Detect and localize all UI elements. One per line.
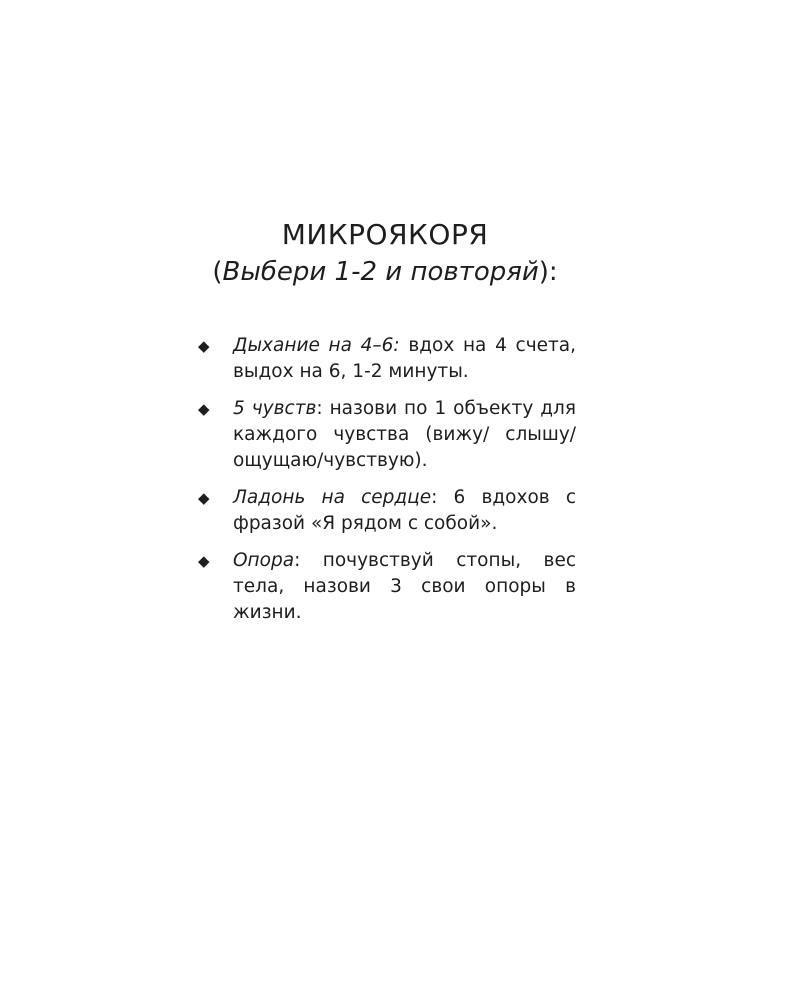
diamond-bullet-icon: ◆: [198, 337, 210, 355]
subtitle-open-paren: (: [212, 257, 223, 287]
diamond-bullet-icon: ◆: [198, 489, 210, 507]
item-text: : почувствуй стопы, вес тела, назови 3 свои опоры в жизни.: [233, 550, 576, 623]
item-text: : назови по 1 объекту для каждого чувства (вижу/ слышу/ощущаю/чувствую).: [233, 398, 576, 471]
item-term: Опора: [233, 550, 295, 571]
list-item: [196, 485, 576, 537]
diamond-bullet-icon: ◆: [198, 552, 210, 570]
page-title: МИКРОЯКОРЯ: [281, 218, 489, 251]
subtitle-close: ):: [538, 257, 558, 287]
item-text: вдох на 4 счета, выдох на 6, 1-2 минуты.: [233, 335, 576, 382]
item-term: Ладонь на сердце: [233, 487, 432, 508]
list-item: [196, 333, 576, 385]
anchor-list: [196, 333, 576, 637]
item-term: 5 чувств: [233, 398, 317, 419]
subtitle-text: Выбери 1-2 и повторяй: [222, 257, 539, 287]
diamond-bullet-icon: ◆: [198, 400, 210, 418]
page-subtitle: [0, 255, 770, 289]
item-text: : 6 вдохов с фразой «Я рядом с собой».: [233, 487, 576, 534]
list-item: [196, 548, 576, 626]
list-item: [196, 396, 576, 474]
item-term: Дыхание на 4–6:: [233, 335, 400, 356]
